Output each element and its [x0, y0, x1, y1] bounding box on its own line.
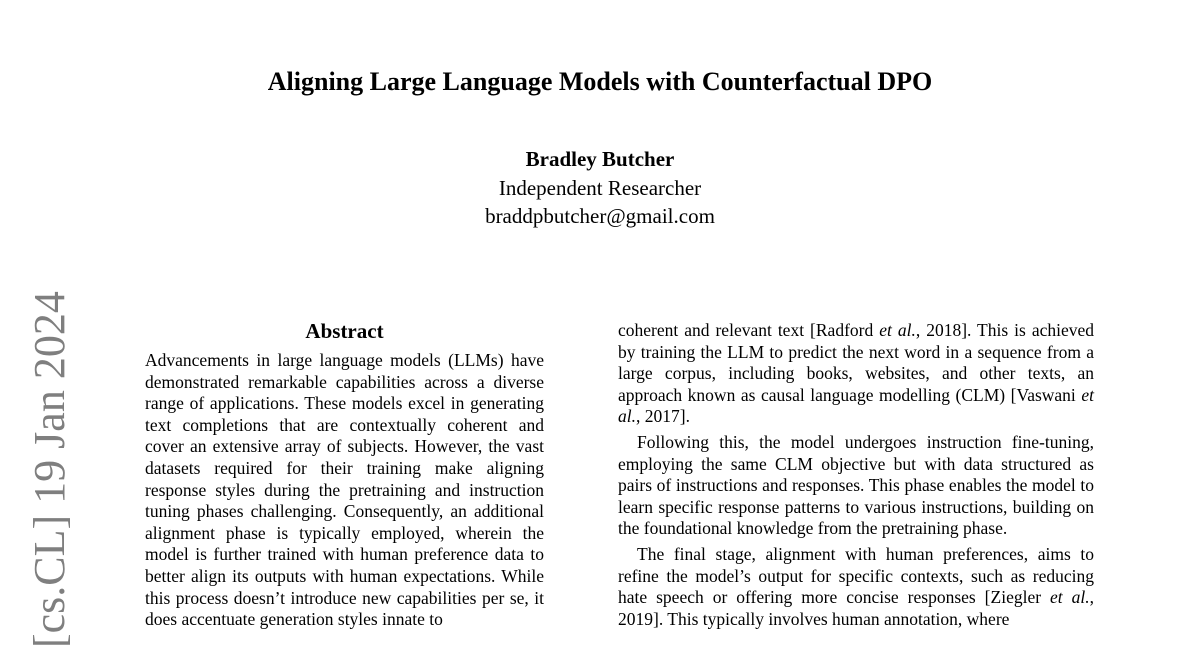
body-paragraph-1: coherent and relevant text [Radford et al., 2018]. This is achieved by training the LLM to predict the next word in a sequence from a large corpus, including books, websites, and other texts, an approach known as causal language modelling (CLM) [Vaswani et al., 2017]. [618, 320, 1094, 427]
citation-etal: et al. [618, 384, 1094, 427]
author-email: braddpbutcher@gmail.com [485, 204, 715, 228]
body-column-right [618, 320, 1094, 630]
paper-title: Aligning Large Language Models with Counterfactual DPO [267, 67, 933, 96]
body-paragraph-2: Following this, the model undergoes instruction fine-tuning, employing the same CLM objective but with data structured as pairs of instructions and responses. This phase enables the model to learn specific response patterns to various instructions, building on the foundational knowledge from the pretraining phase. [618, 431, 1094, 539]
abstract-text: Advancements in large language models (LLMs) have demonstrated remarkable capabilities across a diverse range of applications. These models excel in generating text completions that are contextually coherent and cover an extensive array of subjects. However, the vast datasets required for their training make aligning response styles during the pretraining and instruction tuning phases challenging. Consequently, an additional alignment phase is typically employed, wherein the model is further trained with human preference data to better align its outputs with human expectations. While this process doesn’t introduce new capabilities per se, it does accentuate generation styles innate to [145, 350, 544, 630]
author-name: Bradley Butcher [525, 147, 675, 171]
arxiv-stamp: [cs.CL] 19 Jan 2024 [25, 291, 74, 648]
author-block [0, 145, 1200, 231]
abstract-heading: Abstract [305, 319, 384, 343]
author-affiliation: Independent Researcher [498, 175, 702, 200]
citation-etal: et al. [879, 320, 916, 340]
abstract-section [145, 316, 544, 631]
body-paragraph-3: The final stage, alignment with human preferences, aims to refine the model’s output for specific contexts, such as reducing hate speech or offering more concise responses [Ziegler et al., 2019]. This typically involves human annotation, where [618, 543, 1094, 629]
citation-etal: et al. [1050, 587, 1090, 608]
